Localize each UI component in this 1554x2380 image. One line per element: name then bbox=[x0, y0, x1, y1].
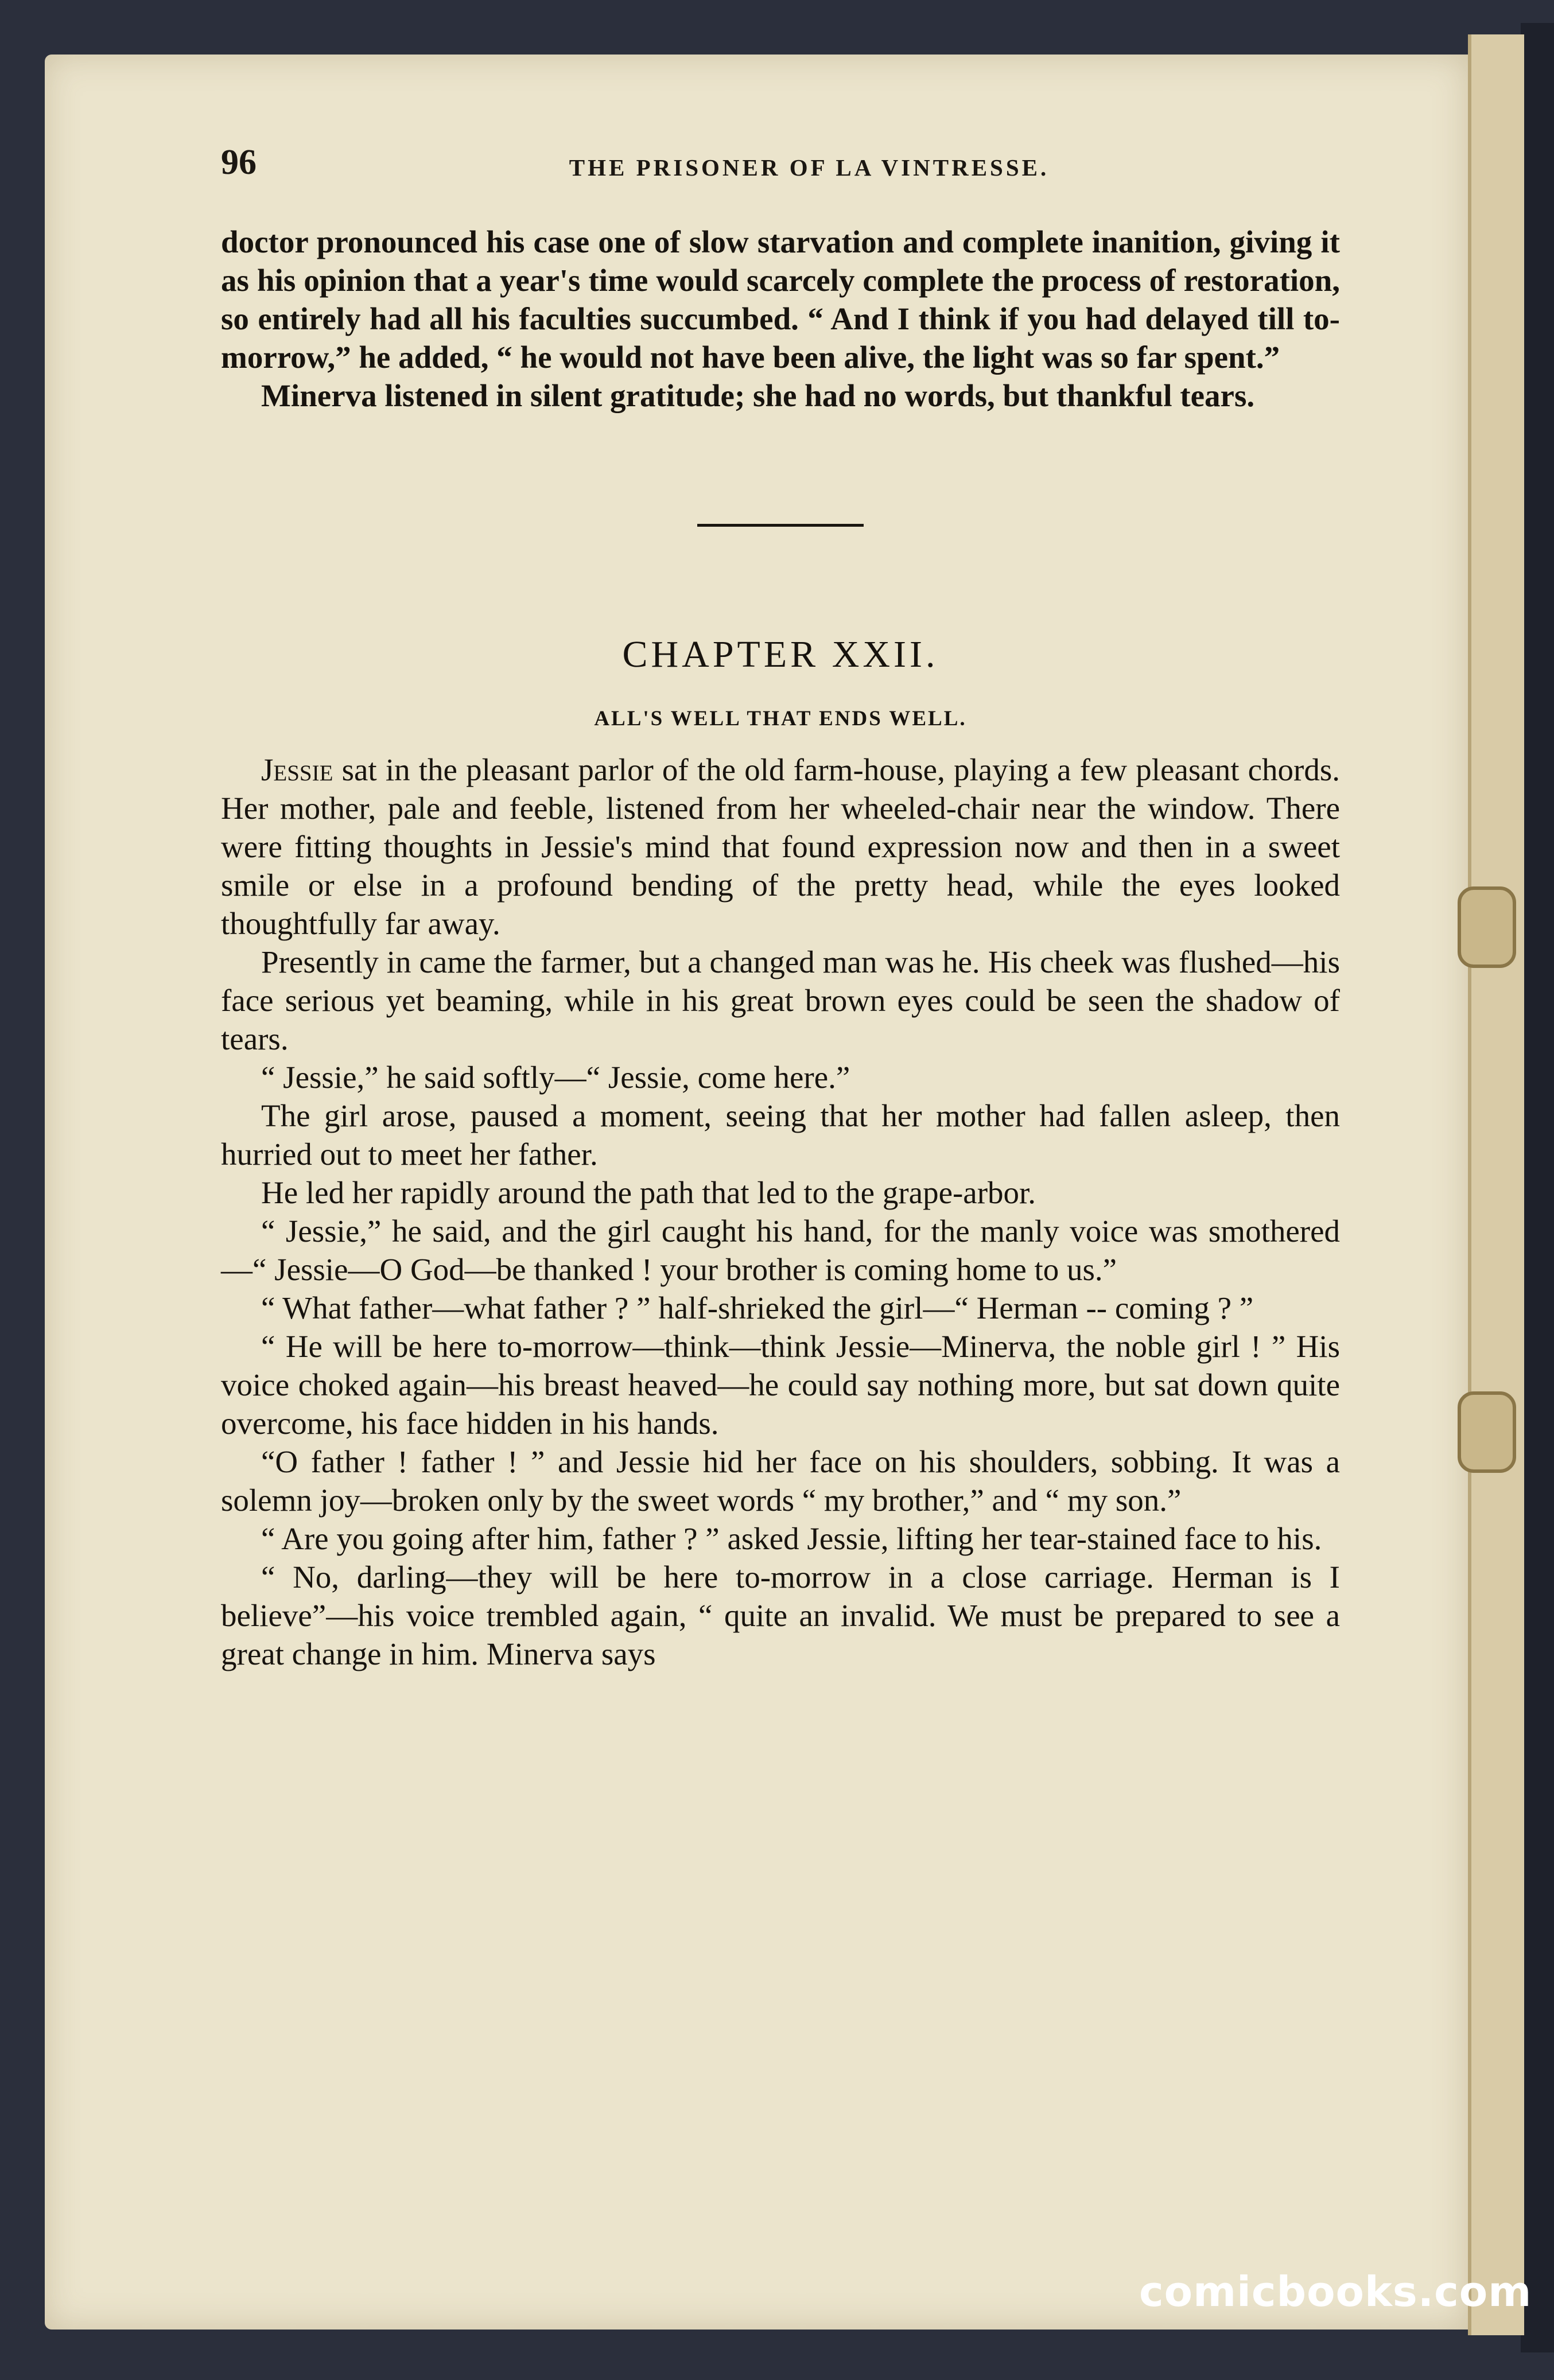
page-number: 96 bbox=[221, 143, 257, 182]
opening-paragraph-2: Minerva listened in silent gratitude; she had no words, but thankful tears. bbox=[261, 378, 1255, 413]
chapter-paragraph-10: “ Are you going after him, father ? ” asked Jessie, lifting her tear-stained face to his. bbox=[261, 1521, 1322, 1556]
chapter-title: CHAPTER XXII. bbox=[622, 633, 939, 675]
book-spine-shadow bbox=[1521, 23, 1554, 2352]
chapter-paragraph-3: “ Jessie,” he said softly—“ Jessie, come here.” bbox=[261, 1060, 850, 1095]
opening-paragraph-1: doctor pronounced his case one of slow starvation and complete inanition, giving it as his opinion that a year's time would scarcely complete the process of restoration, so entirely had all his faculties succumbed. “ And I think if you had delayed till to-morrow,” he added, “ he would not have been alive, the light was so far spent.” bbox=[221, 224, 1340, 375]
chapter-paragraph-4: The girl arose, paused a moment, seeing that her mother had fallen asleep, then hurried out to meet her father. bbox=[221, 1098, 1340, 1172]
chapter-paragraph-5: He led her rapidly around the path that led to the grape-arbor. bbox=[261, 1175, 1036, 1210]
chapter-paragraph-7: “ What father—what father ? ” half-shrieked the girl—“ Herman -- coming ? ” bbox=[261, 1290, 1254, 1325]
chapter-paragraph-1-text: sat in the pleasant parlor of the old farm-house, playing a few pleasant chords. Her mother, pale and feeble, listened from her wheeled-chair near the window. There were fitting thoughts in Jessie's mind that found expression now and then in a sweet smile or else in a profound bending of the pretty head, while the eyes looked thoughtfully far away. bbox=[221, 752, 1340, 941]
chapter-paragraph-1 bbox=[221, 750, 1340, 943]
chapter-subtitle: ALL'S WELL THAT ENDS WELL. bbox=[594, 707, 967, 730]
book-spine bbox=[1468, 34, 1524, 2335]
chapter-paragraph-9: “O father ! father ! ” and Jessie hid her face on his shoulders, sobbing. It was a solemn joy—broken only by the sweet words “ my brother,” and “ my son.” bbox=[221, 1444, 1340, 1518]
chapter-paragraph-11: “ No, darling—they will be here to-morrow in a close carriage. Herman is I believe”—his voice trembled again, “ quite an invalid. We must be prepared to see a great change in him. Minerva says bbox=[221, 1560, 1340, 1671]
page-header bbox=[221, 142, 1397, 194]
page-body bbox=[221, 223, 1340, 1673]
chapter-paragraph-6: “ Jessie,” he said, and the girl caught his hand, for the manly voice was smothered—“ Jessie—O God—be thanked ! your brother is coming home to us.” bbox=[221, 1214, 1340, 1287]
chapter-paragraph-8: “ He will be here to-morrow—think—think Jessie—Minerva, the noble girl ! ” His voice choked again—his breast heaved—he could say nothing more, but sat down quite overcome, his face hidden in his hands. bbox=[221, 1329, 1340, 1441]
binding-tab-lower bbox=[1458, 1391, 1516, 1473]
chapter-paragraph-2: Presently in came the farmer, but a changed man was he. His cheek was flushed—his face serious yet beaming, while in his great brown eyes could be seen the shadow of tears. bbox=[221, 944, 1340, 1056]
running-title: THE PRISONER OF LA VINTRESSE. bbox=[569, 154, 1050, 181]
chapter-lead-word: Jessie bbox=[261, 752, 333, 787]
site-watermark: comicbooks.com bbox=[1139, 2268, 1532, 2316]
section-divider bbox=[697, 524, 864, 527]
binding-tab-upper bbox=[1458, 886, 1516, 968]
